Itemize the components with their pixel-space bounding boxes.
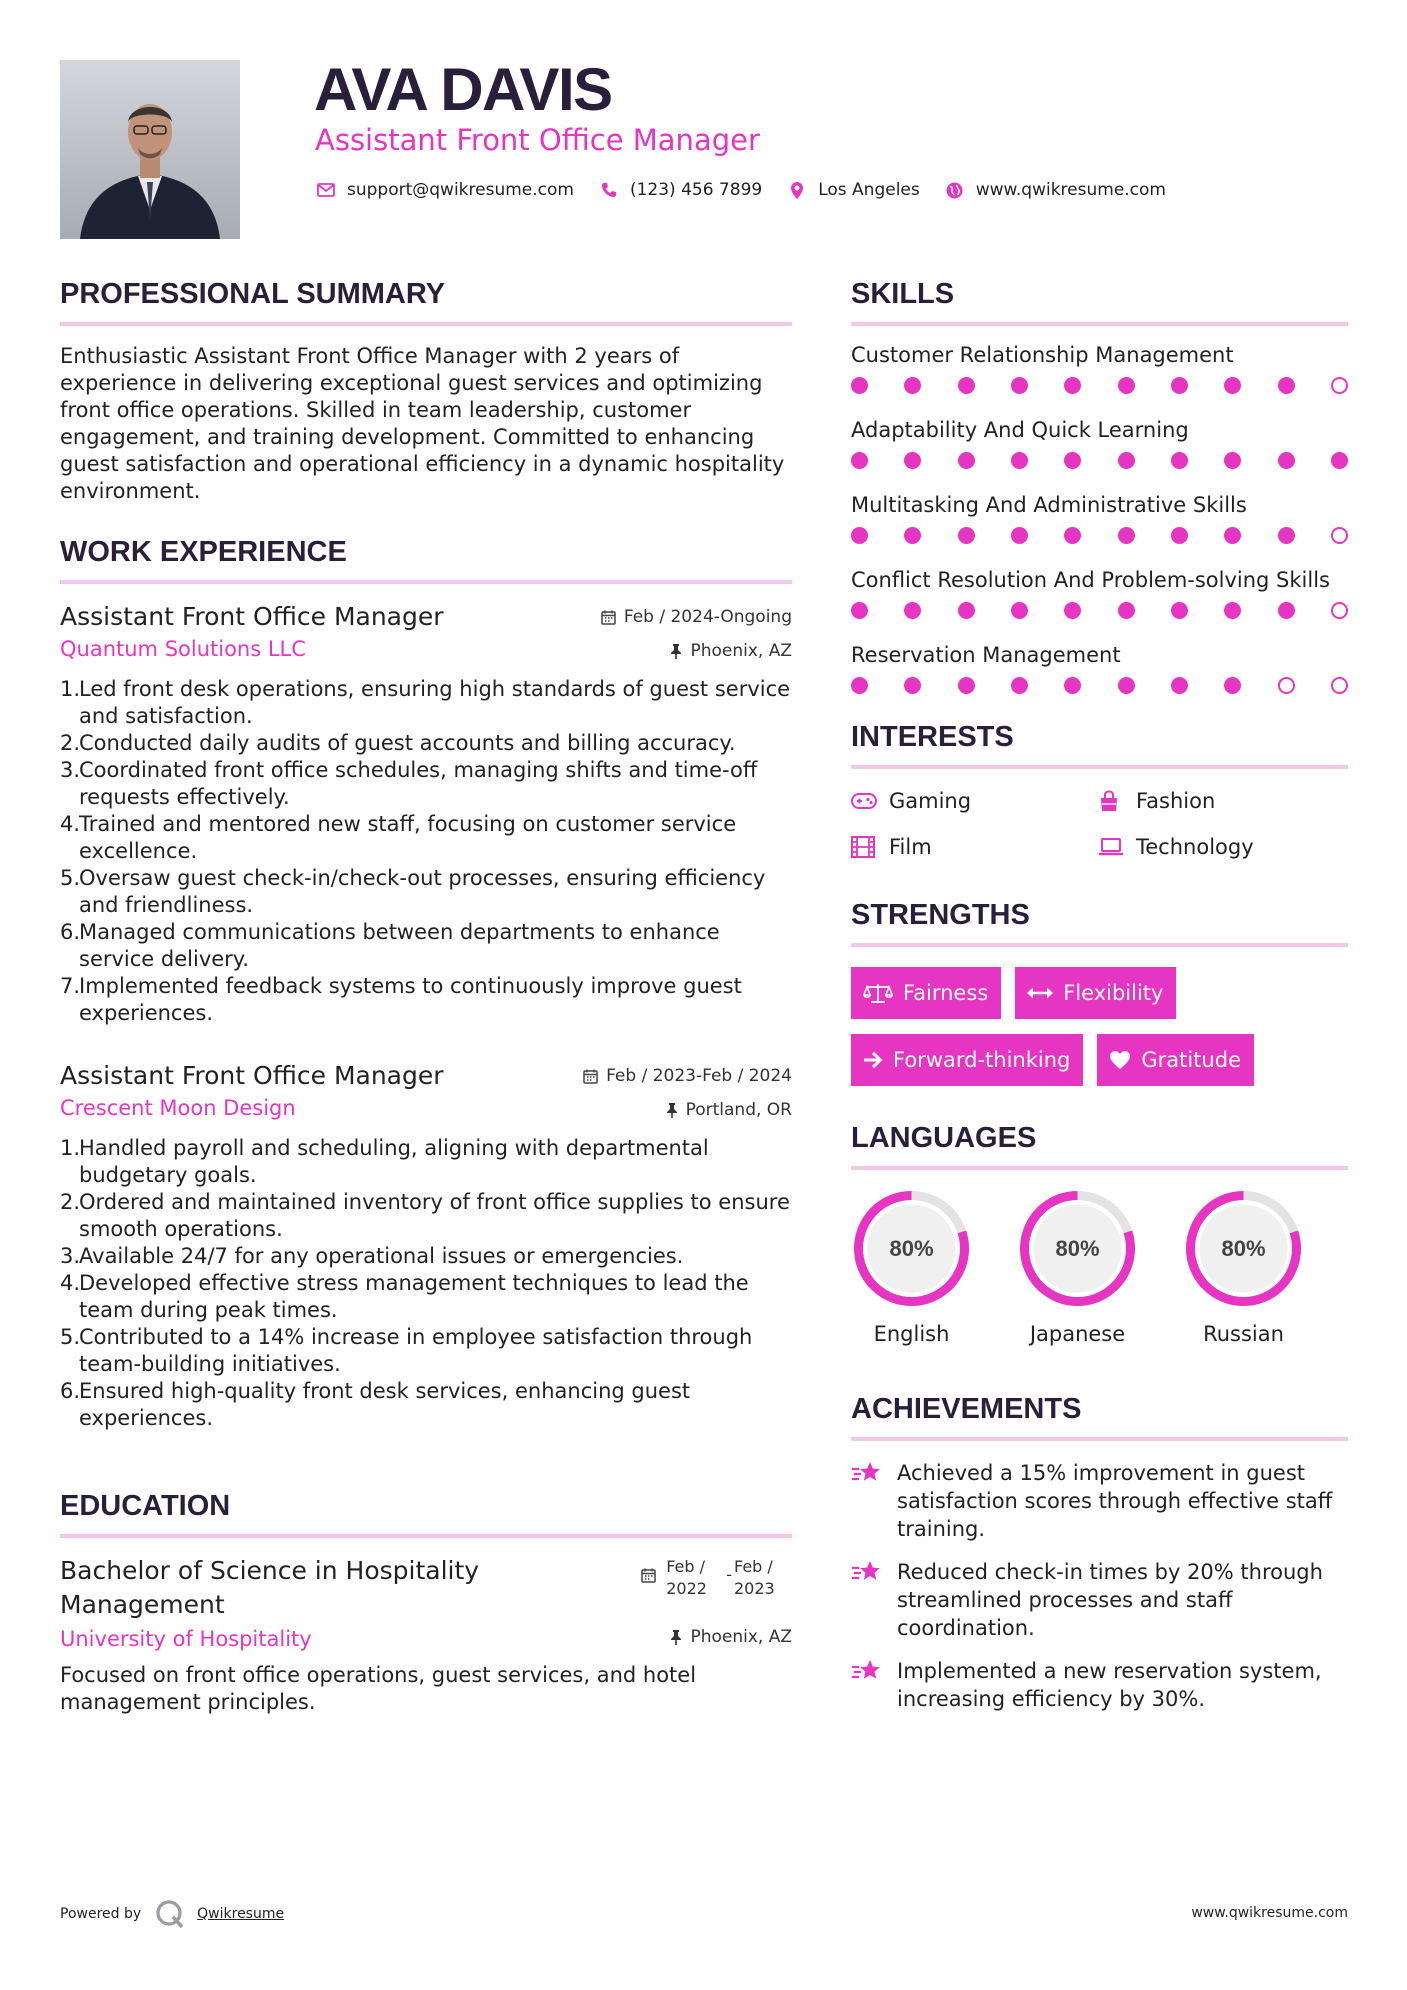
- skills-section: [851, 272, 1348, 700]
- rating-dot-filled: [958, 602, 975, 619]
- language-name: Japanese: [1029, 1322, 1126, 1346]
- job-header: [60, 600, 792, 664]
- arrows-horizontal-icon: [1027, 986, 1053, 1000]
- skill-name: Reservation Management: [851, 643, 1121, 667]
- qwikresume-logo-icon: [155, 1899, 185, 1929]
- interests-heading: INTERESTS: [851, 721, 1014, 753]
- rating-dot-filled: [851, 677, 868, 694]
- rating-dot-filled: [904, 677, 921, 694]
- achievements-section: [851, 1387, 1348, 1713]
- section-divider: [851, 1166, 1348, 1170]
- interest-item: [851, 785, 1098, 817]
- section-divider: [851, 1437, 1348, 1441]
- rating-dot-filled: [1011, 602, 1028, 619]
- skill-rating: [851, 520, 1348, 550]
- strength-tag: [851, 967, 1001, 1019]
- language-item: [1183, 1188, 1304, 1349]
- scale-icon: [863, 982, 893, 1004]
- list-item: 3. Available 24/7 for any operational issues or emergencies.: [60, 1244, 684, 1268]
- achievements-heading: ACHIEVEMENTS: [851, 1393, 1082, 1425]
- list-item: 1. Led front desk operations, ensuring high standards of guest service and satisfaction.: [60, 677, 791, 728]
- rating-dot-filled: [1118, 452, 1135, 469]
- film-icon: [851, 835, 879, 859]
- rating-dot-filled: [904, 602, 921, 619]
- language-name: English: [873, 1322, 950, 1346]
- pushpin-icon: [670, 644, 682, 659]
- footer-url[interactable]: www.qwikresume.com: [1191, 1905, 1348, 1921]
- language-gauge: [1183, 1188, 1304, 1309]
- envelope-icon: [315, 179, 337, 201]
- section-divider: [851, 322, 1348, 326]
- strength-label: Fairness: [903, 981, 989, 1005]
- education-header: [60, 1554, 792, 1622]
- shooting-star-icon: [851, 1657, 883, 1685]
- rating-dot-empty: [1331, 677, 1348, 694]
- list-item: 5. Contributed to a 14% increase in employee satisfaction through team-building initiatives.: [60, 1325, 753, 1376]
- skills-heading: SKILLS: [851, 278, 955, 310]
- rating-dot-filled: [1011, 377, 1028, 394]
- contact-location: [786, 179, 920, 201]
- calendar-icon: [641, 1568, 656, 1583]
- interest-label: Fashion: [1136, 789, 1216, 813]
- rating-dot-filled: [1118, 677, 1135, 694]
- education-description: Focused on front office operations, guest services, and hotel management principles.: [60, 1663, 697, 1714]
- date-separator: -: [726, 1565, 732, 1584]
- rating-dot-filled: [1224, 602, 1241, 619]
- strength-label: Flexibility: [1063, 981, 1164, 1005]
- rating-dot-filled: [1064, 452, 1081, 469]
- job-title-block: [60, 1059, 444, 1123]
- strength-label: Gratitude: [1141, 1048, 1241, 1072]
- rating-dot-empty: [1331, 377, 1348, 394]
- rating-dot-filled: [1011, 527, 1028, 544]
- skill-rating: [851, 595, 1348, 625]
- interest-item: [851, 831, 1098, 863]
- language-gauge: [851, 1188, 972, 1309]
- job-location-text: Portland, OR: [685, 1100, 792, 1120]
- education-sub: [60, 1624, 792, 1654]
- rating-dot-filled: [1064, 527, 1081, 544]
- achievement-text: Implemented a new reservation system, increasing efficiency by 30%.: [897, 1659, 1322, 1711]
- skill-rating: [851, 670, 1348, 700]
- achievement-text: Reduced check-in times by 20% through streamlined processes and staff coordination.: [897, 1560, 1323, 1640]
- skill-rating: [851, 445, 1348, 475]
- skill-name: Multitasking And Administrative Skills: [851, 493, 1247, 517]
- list-item: 3. Coordinated front office schedules, managing shifts and time-off requests effectively.: [60, 758, 758, 809]
- globe-icon: [944, 179, 966, 201]
- section-divider: [851, 765, 1348, 769]
- skill-name: Conflict Resolution And Problem-solving Skills: [851, 568, 1330, 592]
- list-item: 4. Developed effective stress management techniques to lead the team during peak times.: [60, 1271, 749, 1322]
- job-title: Assistant Front Office Manager: [60, 1061, 444, 1090]
- calendar-icon: [601, 610, 616, 625]
- shooting-star-icon: [851, 1459, 883, 1487]
- rating-dot-empty: [1278, 677, 1295, 694]
- interest-item: [1098, 831, 1348, 863]
- profile-photo: [60, 60, 240, 239]
- email-text: support@qwikresume.com: [347, 180, 574, 200]
- left-column: [60, 272, 792, 1716]
- languages-heading: LANGUAGES: [851, 1122, 1037, 1154]
- job-duties-list: [60, 1135, 792, 1432]
- job-location: [601, 638, 792, 664]
- strength-label: Forward-thinking: [893, 1048, 1071, 1072]
- contact-bar: [315, 176, 1190, 204]
- job-meta: [583, 1059, 792, 1123]
- job-title-block: [60, 600, 444, 664]
- degree-title: Bachelor of Science in Hospitality Management: [60, 1556, 480, 1619]
- pushpin-icon: [666, 1103, 678, 1118]
- interests-section: [851, 715, 1348, 863]
- skill-name: Adaptability And Quick Learning: [851, 418, 1189, 442]
- experience-heading: WORK EXPERIENCE: [60, 536, 347, 568]
- rating-dot-filled: [1278, 377, 1295, 394]
- job-entry: [60, 600, 792, 1027]
- contact-phone[interactable]: [598, 179, 762, 201]
- rating-dot-filled: [904, 452, 921, 469]
- job-dates: [583, 1063, 792, 1089]
- interest-label: Film: [889, 835, 932, 859]
- location-text: Los Angeles: [818, 180, 920, 200]
- strengths-heading: STRENGTHS: [851, 899, 1030, 931]
- languages-list: [851, 1188, 1348, 1349]
- rating-dot-filled: [1171, 452, 1188, 469]
- rating-dot-empty: [1331, 602, 1348, 619]
- education-section: [60, 1484, 792, 1716]
- heart-icon: [1109, 1050, 1131, 1070]
- rating-dot-filled: [1224, 677, 1241, 694]
- education-start: Feb / 2022: [666, 1557, 707, 1598]
- job-company: Quantum Solutions LLC: [60, 637, 306, 661]
- pushpin-icon: [670, 1630, 682, 1645]
- section-divider: [60, 1534, 792, 1538]
- interests-grid: [851, 785, 1348, 863]
- education-dates: [641, 1554, 792, 1600]
- candidate-title: Assistant Front Office Manager: [315, 123, 760, 157]
- summary-section: [60, 272, 792, 505]
- achievement-item: [851, 1459, 1348, 1543]
- rating-dot-filled: [958, 377, 975, 394]
- strength-tag: [851, 1034, 1083, 1086]
- phone-icon: [598, 179, 620, 201]
- powered-by-text: Powered by: [60, 1906, 142, 1922]
- rating-dot-filled: [1064, 377, 1081, 394]
- arrow-right-icon: [863, 1051, 883, 1069]
- rating-dot-filled: [1278, 602, 1295, 619]
- language-percent: 80%: [889, 1235, 934, 1261]
- list-item: 5. Oversaw guest check-in/check-out processes, ensuring efficiency and friendliness.: [60, 866, 766, 917]
- rating-dot-filled: [958, 452, 975, 469]
- laptop-icon: [1098, 835, 1126, 859]
- achievements-list: [851, 1459, 1348, 1713]
- rating-dot-filled: [1171, 527, 1188, 544]
- language-name: Russian: [1203, 1322, 1284, 1346]
- skills-list: [851, 340, 1348, 700]
- phone-text: (123) 456 7899: [629, 180, 763, 200]
- language-item: [851, 1188, 972, 1349]
- experience-section: [60, 530, 792, 1432]
- contact-website[interactable]: [944, 179, 1166, 201]
- education-title-block: [60, 1554, 500, 1622]
- rating-dot-filled: [1171, 602, 1188, 619]
- section-divider: [60, 580, 792, 584]
- list-item: 6. Ensured high-quality front desk services, enhancing guest experiences.: [60, 1379, 691, 1430]
- achievement-item: [851, 1558, 1348, 1642]
- strengths-section: [851, 893, 1348, 1101]
- language-percent: 80%: [1221, 1235, 1266, 1261]
- rating-dot-filled: [851, 377, 868, 394]
- summary-text: Enthusiastic Assistant Front Office Manager with 2 years of experience in delivering exceptional guest services and optimizing front office operations. Skilled in team leadership, customer engagement, and training development. Committed to enhancing guest satisfaction and operational efficiency in a dynamic hospitality environment.: [60, 344, 785, 503]
- languages-section: [851, 1116, 1348, 1349]
- job-dates: [601, 604, 792, 630]
- summary-heading: PROFESSIONAL SUMMARY: [60, 278, 446, 310]
- contact-email[interactable]: [315, 179, 574, 201]
- rating-dot-filled: [1171, 377, 1188, 394]
- language-percent: 80%: [1055, 1235, 1100, 1261]
- section-divider: [851, 943, 1348, 947]
- candidate-name: AVA DAVIS: [314, 56, 612, 123]
- language-item: [1017, 1188, 1138, 1349]
- strengths-tags: [851, 967, 1348, 1101]
- shopping-bag-icon: [1098, 789, 1126, 813]
- website-text: www.qwikresume.com: [975, 180, 1166, 200]
- rating-dot-filled: [1224, 527, 1241, 544]
- rating-dot-filled: [1331, 452, 1348, 469]
- job-location-text: Phoenix, AZ: [690, 641, 792, 661]
- achievement-text: Achieved a 15% improvement in guest satisfaction scores through effective staff training.: [897, 1461, 1333, 1541]
- job-location: [583, 1097, 792, 1123]
- rating-dot-filled: [1011, 677, 1028, 694]
- language-gauge: [1017, 1188, 1138, 1309]
- map-pin-icon: [786, 179, 808, 201]
- skill-name: Customer Relationship Management: [851, 343, 1234, 367]
- rating-dot-filled: [1011, 452, 1028, 469]
- section-divider: [60, 322, 792, 326]
- rating-dot-filled: [904, 377, 921, 394]
- rating-dot-filled: [958, 527, 975, 544]
- job-dates-text: Feb / 2023-Feb / 2024: [606, 1066, 792, 1086]
- list-item: 2. Ordered and maintained inventory of front office supplies to ensure smooth operations.: [60, 1190, 790, 1241]
- job-entry: [60, 1059, 792, 1432]
- rating-dot-filled: [1278, 527, 1295, 544]
- rating-dot-filled: [1118, 377, 1135, 394]
- list-item: 7. Implemented feedback systems to continuously improve guest experiences.: [60, 974, 742, 1025]
- strength-tag: [1097, 1034, 1254, 1086]
- list-item: 2. Conducted daily audits of guest accounts and billing accuracy.: [60, 731, 736, 755]
- job-header: [60, 1059, 792, 1123]
- right-column: [851, 272, 1348, 1728]
- rating-dot-filled: [1278, 452, 1295, 469]
- rating-dot-empty: [1331, 527, 1348, 544]
- job-duties-list: [60, 676, 792, 1027]
- shooting-star-icon: [851, 1558, 883, 1586]
- rating-dot-filled: [904, 527, 921, 544]
- rating-dot-filled: [958, 677, 975, 694]
- rating-dot-filled: [851, 602, 868, 619]
- footer-powered-by: [60, 1896, 284, 1932]
- rating-dot-filled: [1224, 377, 1241, 394]
- gamepad-icon: [851, 789, 879, 813]
- list-item: 1. Handled payroll and scheduling, aligning with departmental budgetary goals.: [60, 1136, 709, 1187]
- education-heading: EDUCATION: [60, 1490, 231, 1522]
- job-title: Assistant Front Office Manager: [60, 602, 444, 631]
- job-dates-text: Feb / 2024-Ongoing: [623, 607, 792, 627]
- rating-dot-filled: [1118, 602, 1135, 619]
- education-end: Feb / 2023: [734, 1557, 775, 1598]
- rating-dot-filled: [1118, 527, 1135, 544]
- rating-dot-filled: [851, 452, 868, 469]
- rating-dot-filled: [1224, 452, 1241, 469]
- brand-link[interactable]: Qwikresume: [197, 1906, 285, 1922]
- list-item: 6. Managed communications between departments to enhance service delivery.: [60, 920, 720, 971]
- rating-dot-filled: [1064, 677, 1081, 694]
- job-company: Crescent Moon Design: [60, 1096, 296, 1120]
- interest-label: Gaming: [889, 789, 972, 813]
- rating-dot-filled: [851, 527, 868, 544]
- skill-rating: [851, 370, 1348, 400]
- strength-tag: [1015, 967, 1176, 1019]
- person-photo-icon: [60, 60, 240, 239]
- rating-dot-filled: [1064, 602, 1081, 619]
- calendar-icon: [583, 1069, 598, 1084]
- rating-dot-filled: [1171, 677, 1188, 694]
- job-meta: [601, 600, 792, 664]
- education-location-text: Phoenix, AZ: [690, 1627, 792, 1647]
- list-item: 4. Trained and mentored new staff, focusing on customer service excellence.: [60, 812, 737, 863]
- education-location: [670, 1624, 792, 1650]
- achievement-item: [851, 1657, 1348, 1713]
- interest-item: [1098, 785, 1348, 817]
- interest-label: Technology: [1136, 835, 1254, 859]
- school-name: University of Hospitality: [60, 1627, 312, 1651]
